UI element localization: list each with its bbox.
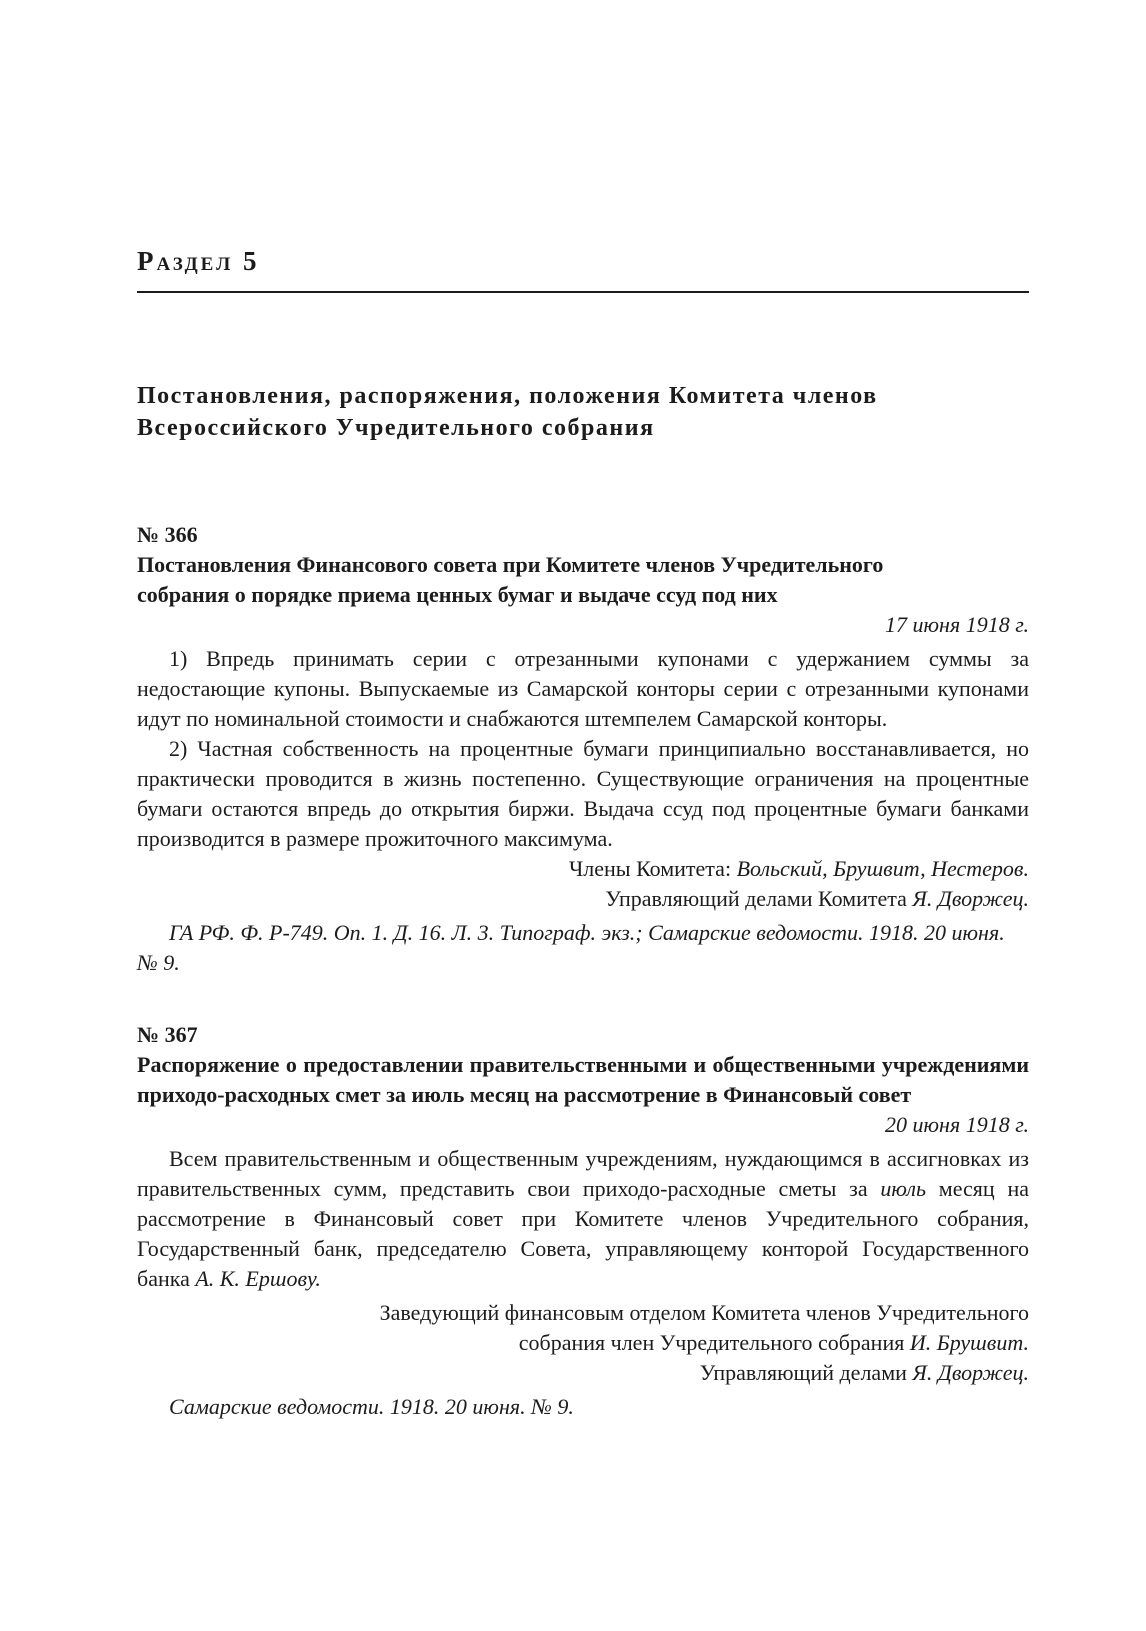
- document-page: [137, 0, 1029, 1631]
- paragraph-1: [137, 1144, 1029, 1294]
- section-title-line-1: Постановления, распоряжения, положения Комитета членов: [137, 383, 878, 409]
- signature-members-names: Вольский, Брушвит, Нестеров.: [736, 856, 1029, 881]
- heading-rule: [137, 291, 1029, 293]
- section-title-line-2: Всероссийского Учредительного собрания: [137, 415, 655, 441]
- signature-manager-label: Управляющий делами: [699, 1360, 913, 1385]
- document-number: № 366: [137, 522, 198, 547]
- section-heading: Раздел 5: [137, 246, 260, 276]
- archive-source: ГА РФ. Ф. Р-749. Оп. 1. Д. 16. Л. 3. Типограф. экз.; Самарские ведомости. 1918. 20 июня. № 9.: [137, 920, 1005, 975]
- document-367: [137, 1020, 1029, 1422]
- document-title: Распоряжение о предоставлении правительственными и общественными учреждениями приходо-расходных смет за июль месяц на рассмотрение в Финансовый совет: [137, 1052, 1029, 1107]
- document-title-line-1: Постановления Финансового совета при Комитете членов Учредительного: [137, 552, 884, 577]
- signature-manager-label: Управляющий делами Комитета: [605, 886, 913, 911]
- section-title: [137, 380, 1029, 444]
- paragraph-1-part-a: Всем правительственным и общественным учреждениям, нуждающимся в ассигновках из правительственных сумм, представить свои приходо-расходные сметы за: [137, 1146, 1029, 1201]
- paragraph-1-part-b: месяц на рассмотрение в Финансовый совет при Комитете членов Учредительного собрания, Государственный банк, председателю Совета, управляющему конторой Государственного банка: [137, 1176, 1029, 1291]
- signature-head-label: собрания член Учредительного собрания: [518, 1330, 910, 1355]
- paragraph-2: 2) Частная собственность на процентные бумаги принципиально восстанавливается, но практически проводится в жизнь постепенно. Существующие ограничения на процентные бумаги остаются впредь до открытия биржи. Выдача ссуд под процентные бумаги банками производится в размере прожиточного максимума.: [137, 736, 1029, 851]
- signature-head-line-1: Заведующий финансовым отделом Комитета членов Учредительного: [379, 1300, 1029, 1325]
- document-title: [137, 550, 1029, 610]
- document-date: 17 июня 1918 г.: [885, 612, 1029, 637]
- paragraph-1-name: А. К. Ершову.: [195, 1266, 321, 1291]
- signature-members: [137, 854, 1029, 884]
- document-date: 20 июня 1918 г.: [885, 1112, 1029, 1137]
- archive-source: Самарские ведомости. 1918. 20 июня. № 9.: [169, 1394, 574, 1419]
- signature-head-name: И. Брушвит.: [909, 1330, 1029, 1355]
- document-number: № 367: [137, 1022, 198, 1047]
- signature-manager-name: Я. Дворжец.: [912, 886, 1029, 911]
- signature-members-label: Члены Комитета:: [568, 856, 737, 881]
- document-366: [137, 520, 1029, 978]
- signature-manager-name: Я. Дворжец.: [912, 1360, 1029, 1385]
- signature-head-line-2: [137, 1328, 1029, 1358]
- paragraph-1: 1) Впредь принимать серии с отрезанными купонами с удержанием суммы за недостающие купоны. Выпускаемые из Самарской конторы серии с отрезанными купонами идут по номинальной стоимости и снабжаются штемпелем Самарской конторы.: [137, 646, 1029, 731]
- document-title-line-2: собрания о порядке приема ценных бумаг и выдаче ссуд под них: [137, 582, 778, 607]
- signature-manager: [137, 884, 1029, 914]
- signature-manager: [137, 1358, 1029, 1388]
- paragraph-1-italic-month: июль: [880, 1176, 926, 1201]
